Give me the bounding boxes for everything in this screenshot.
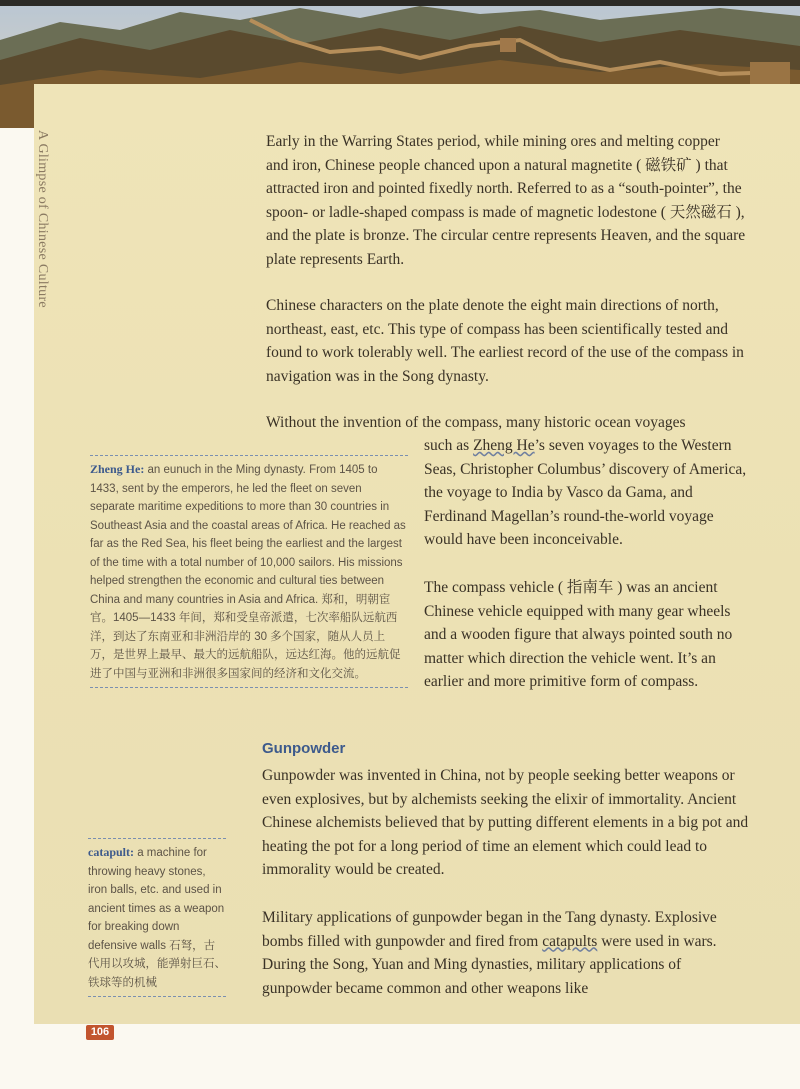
- paragraph-4-text: The compass vehicle ( 指南车 ) was an ancient Chinese vehicle equipped with many gear wheels and a wooden figure that always pointed south no matter which direction the vehicle went. It’s an earlier and more primitive form of compass.: [424, 579, 733, 690]
- paragraph-6-before: Military applications of gunpowder began in the Tang dynasty. Explosive bombs filled with gunpowder and fired from: [262, 909, 717, 950]
- paragraph-3-after: ’s seven voyages to the Western Seas, Christopher Columbus’ discovery of America, the voyage to India by Vasco da Gama, and Ferdinand Magellan’s round-the-world voyage would have been inconceivable.: [424, 437, 747, 548]
- paragraph-6-text: [262, 906, 752, 1000]
- paragraph-2-text: Chinese characters on the plate denote the eight main directions of north, northeast, east, etc. This type of compass has been scientifically tested and found to work tolerably well. The earliest record of the use of the compass in navigation was in the Song dynasty.: [266, 297, 744, 385]
- paragraph-6-after: were used in wars. During the Song, Yuan and Ming dynasties, military applications of gunpowder became common and other weapons like: [262, 932, 717, 997]
- paragraph-1-text: Early in the Warring States period, while mining ores and melting copper and iron, Chinese people chanced upon a natural magnetite ( 磁铁矿 ) that attracted iron and pointed fixedly north. Referred to as a “south-pointer”, the spoon- or ladle-shaped compass is made of magnetic lodestone ( 天然磁石 ), and the plate is bronze. The circular centre represents Heaven, and the square plate represents Earth.: [266, 133, 746, 268]
- catapult-glossary-link[interactable]: catapults: [542, 932, 598, 950]
- paragraph-3-line1-text: Without the invention of the compass, many historic ocean voyages: [266, 414, 686, 431]
- paragraph-voyages-line1: [266, 411, 746, 435]
- paragraph-gunpowder-origin: [262, 764, 752, 882]
- paragraph-3-before: such as: [424, 437, 474, 454]
- glossary-note-catapult: [88, 838, 226, 997]
- note-2-term: catapult:: [88, 845, 134, 859]
- zheng-he-glossary-link[interactable]: Zheng He: [473, 437, 535, 454]
- note-2-text: a machine for throwing heavy stones, iron balls, etc. and used in ancient times as a weapon for breaking down defensive walls 石弩，古代用以攻城，能弹射巨石、铁球等的机械: [88, 847, 226, 989]
- paragraph-compass-directions: [266, 294, 746, 388]
- paragraph-compass-vehicle: [424, 576, 754, 694]
- section-heading-gunpowder: Gunpowder: [262, 740, 346, 757]
- page-number: 106: [86, 1025, 114, 1040]
- paragraph-5-text: Gunpowder was invented in China, not by people seeking better weapons or even explosives, but by alchemists seeking the elixir of immortality. Ancient Chinese alchemists believed that by putting different elements in a big pot and heating the pot for a long period of time an element which could lead to immorality would be created.: [262, 767, 749, 878]
- side-title-text: A Glimpse of Chinese Culture: [35, 130, 50, 308]
- paragraph-3-text: [424, 434, 754, 552]
- paragraph-voyages: [424, 434, 754, 552]
- glossary-note-zheng-he: [90, 455, 408, 688]
- running-header: [34, 130, 58, 308]
- paragraph-gunpowder-military: [262, 906, 752, 1000]
- paragraph-compass-origin: [266, 130, 746, 271]
- note-1-term: Zheng He:: [90, 462, 145, 476]
- note-1-text: an eunuch in the Ming dynasty. From 1405 to 1433, sent by the emperors, he led the fleet on seven separate maritime expeditions to more than 30 countries in Southeast Asia and the coastal areas of Africa. He reached as far as the Red Sea, his fleet being the earliest and the largest of the time with a total number of 10,000 sailors. His missions helped strengthen the economic and cultural ties between China and many countries in Asia and Africa. 郑和，明朝宦官。1405—1433 年间，郑和受皇帝派遣，七次率船队远航西洋，到达了东南亚和非洲沿岸的 30 多个国家，随从人员上万，是世界上最早、最大的远航船队，远达红海。他的远航促进了中国与亚洲和非洲很多国家间的经济和文化交流。: [90, 464, 406, 680]
